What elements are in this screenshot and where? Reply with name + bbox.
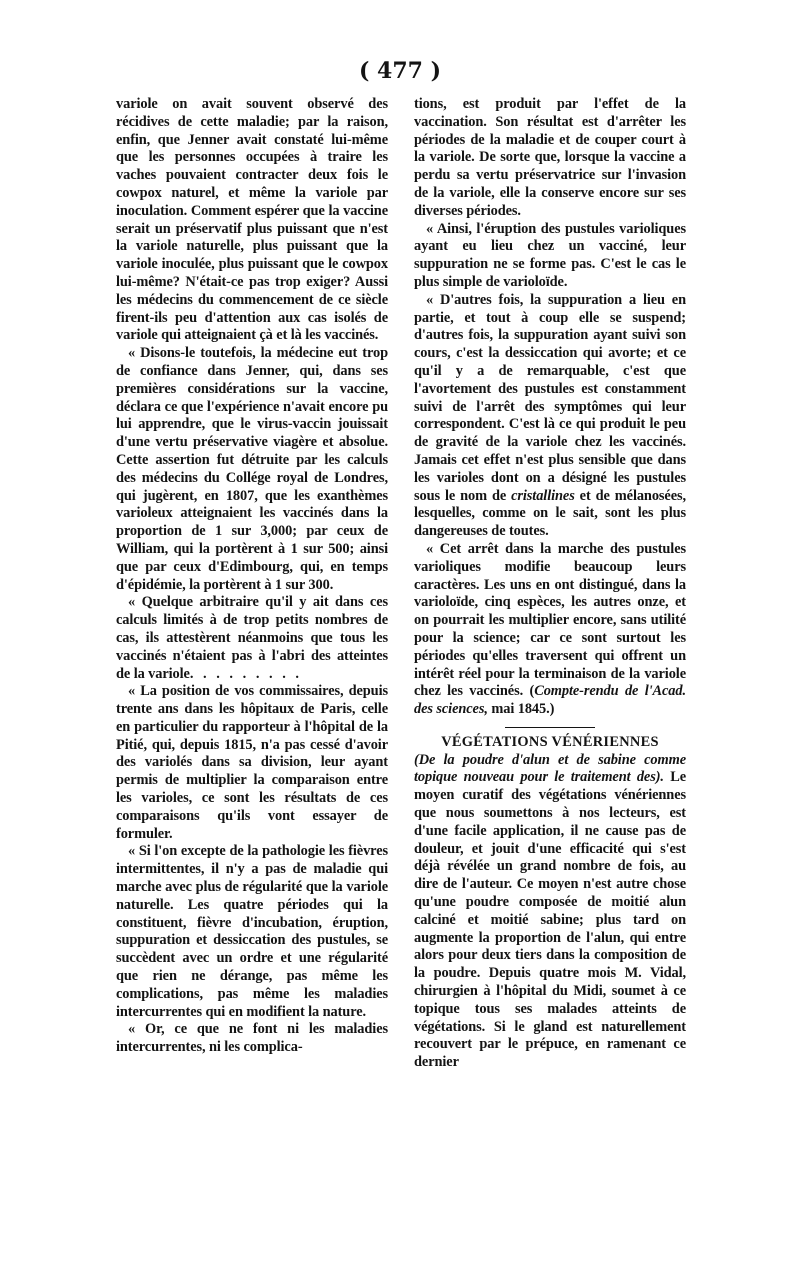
- paragraph-text: « Cet arrêt dans la marche des pustules varioliques modifie beaucoup leurs caractères. Les uns en ont distingué, dans la varioloïde, cinq espèces, les autres onze, et on pourrait les multiplier encore, sans utilité pour la science; car ce sont surtout les périodes qu'elles traversent qui offrent un intérêt réel pour la terminaison de la variole chez les vaccinés.: [414, 540, 686, 700]
- section-heading: VÉGÉTATIONS VÉNÉRIENNES: [441, 733, 659, 750]
- left-column: [116, 96, 388, 1057]
- paragraph: « Disons-le toutefois, la médecine eut trop de confiance dans Jenner, qui, dans ses premières considérations sur la vaccine, déclara ce que l'expérience n'avait encore pu lui apprendre, que le virus-vaccin jouissait d'une vertu préservative viagère et absolue. Cette assertion fut détruite par les calculs des médecins du Collége royal de Londres, qui jugèrent, en 1807, que les exanthèmes varioleux atteignaient les vaccinés dans la proportion de 1 sur 3,000; par ceux de William, qui la portèrent à 1 sur 500; ainsi que par ceux d'Edimbourg, qui, en temps d'épidémie, la portèrent à 1 sur 300.: [116, 345, 388, 593]
- paragraph-text: Le moyen curatif des végétations vénériennes que nous soumettons à nos lecteurs, est d'une facile application, il ne cause pas de douleur, et jouit d'une efficacité qui s'est déjà révélée un grand nombre de fois, au dire de l'auteur. Ce moyen n'est autre chose qu'une poudre composée de moitié alun calciné et moitié sabine; plus tard on augmente la proportion de l'alun, qui entre alors pour deux tiers dans la composition de la poudre. Depuis quatre mois M. Vidal, chirurgien à l'hôpital du Midi, soumet à ce topique tous ses malades atteints de végétations. Si le gland est naturellement recouvert par le prépuce, en ramenant ce dernier: [414, 769, 686, 1071]
- paragraph: tions, est produit par l'effet de la vaccination. Son résultat est d'arrêter les périodes de la maladie et de couper court à la variole. De sorte que, lorsque la vaccine a perdu sa vertu préservatrice sur l'invasion de la variole, elle la conserve encore sur ses diverses périodes.: [414, 96, 686, 219]
- paragraph: variole on avait souvent observé des récidives de cette maladie; par la raison, enfin, que Jenner avait constaté lui-même que les personnes occupées à traire les vaches pouvaient contracter deux fois le cowpox naturel, et même la variole par inoculation. Comment espérer que la vaccine serait un préservatif plus puissant que n'est la variole naturelle, plus puissant que la variole inoculée, plus puissant que le cowpox lui-même? N'était-ce pas trop exiger? Aussi les médecins du commencement de ce siècle firent-ils peu d'attention aux cas isolés de variole qui atteignaient çà et là les vaccinés.: [116, 96, 388, 344]
- paragraph: [116, 594, 388, 683]
- ellipsis-dots: . . . . . . . . .: [189, 665, 303, 682]
- paragraph: « La position de vos commissaires, depuis trente ans dans les hôpitaux de Paris, celle en particulier du rapporteur à l'hôpital de la Pitié, qui, depuis 1815, n'a pas cessé d'avoir des variolés dans sa division, leur ayant permis de multiplier la comparaison entre les varioles, ce sont les résultats de ces comparaisons qu'ils vont essayer de formuler.: [116, 683, 388, 842]
- paragraph: [414, 752, 686, 1072]
- section-divider: [505, 727, 595, 728]
- citation-open: (: [529, 683, 535, 700]
- paragraph: [414, 292, 686, 541]
- right-column: [414, 96, 686, 1072]
- section-subtitle: (De la poudre d'alun et de sabine comme topique nouveau pour le traitement des).: [414, 751, 686, 786]
- paragraph-text: « Quelque arbitraire qu'il y ait dans ces calculs limités à de trop petits nombres de cas, ils attestèrent néanmoins que tous les vaccinés n'étaient pas à l'abri des atteintes de la variole: [116, 594, 388, 682]
- paragraph: « Or, ce que ne font ni les maladies intercurrentes, ni les complica-: [116, 1021, 388, 1056]
- page-number: ( 477 ): [358, 58, 442, 84]
- paragraph: « Si l'on excepte de la pathologie les fièvres intermittentes, il n'y a pas de maladie qui marche avec plus de régularité que la variole naturelle. Les quatre périodes qui la constituent, fièvre d'incubation, éruption, suppuration et dessiccation des pustules, se succèdent avec un ordre et une régularité que rien ne dérange, pas même les complications, pas même les maladies intercurrentes qui en modifient la nature.: [116, 843, 388, 1020]
- citation-date: mai 1845.): [491, 701, 555, 718]
- citation-source: Compte-rendu de l'Acad. des sciences,: [414, 683, 686, 718]
- paragraph: « Ainsi, l'éruption des pustules varioliques ayant eu lieu chez un vacciné, leur suppuration ne se forme pas. C'est le cas le plus simple de varioloïde.: [414, 220, 686, 290]
- paragraph: [414, 541, 686, 719]
- paragraph-text: et de mélanosées, lesquelles, comme on le sait, sont les plus dangereuses de toutes.: [414, 487, 687, 540]
- paragraph-text: « D'autres fois, la suppuration a lieu en partie, et tout à coup elle se suspend; d'autres fois, la suppuration ayant suivi son cours, c'est la dessiccation qui avorte; et ce qu'il y a de remarquable, c'est que l'avortement des pustules est constamment suivi de l'arrêt des symptômes qui leur correspondent. C'est là ce qui produit le peu de gravité de la variole chez les vaccinés. Jamais cet effet n'est plus sensible que dans les varioles dont on a désigné les pustules sous le nom de: [414, 291, 686, 504]
- italic-term: cristallines: [511, 487, 575, 504]
